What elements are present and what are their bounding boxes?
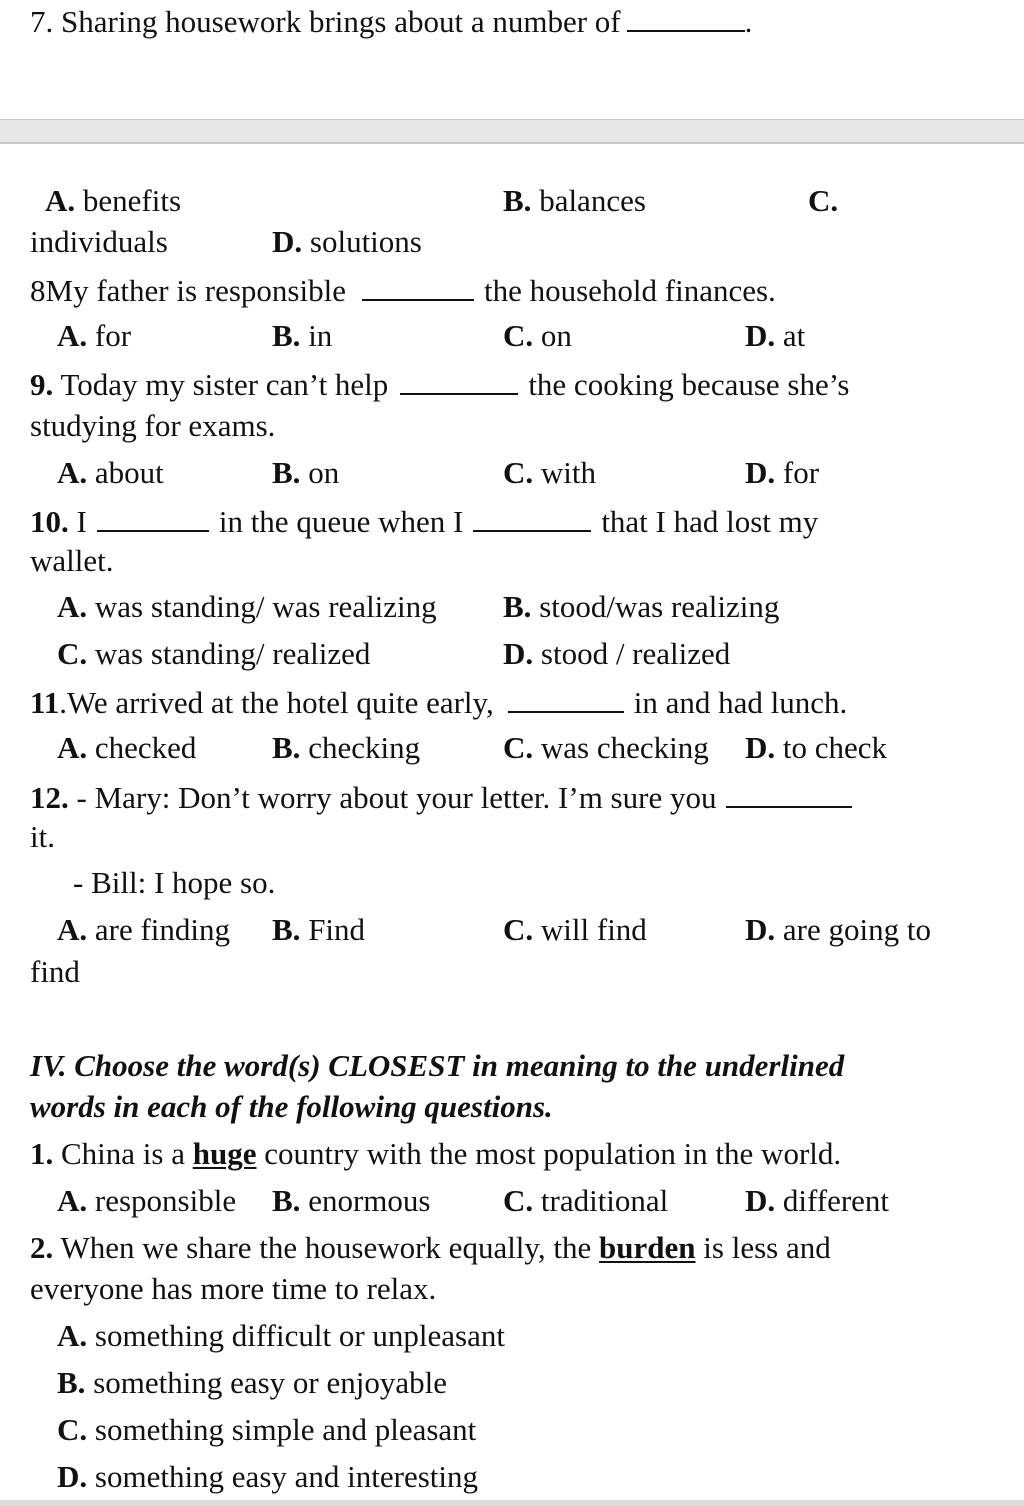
q10-option-c: C. was standing/ realized (57, 636, 371, 671)
s4-q1-option-b: B. enormous (272, 1183, 431, 1218)
bottom-separator (0, 1500, 1024, 1506)
q9-stem-line2: studying for exams. (30, 408, 276, 443)
q9-stem: 9. Today my sister can’t help the cooking because she’s (30, 367, 850, 402)
q7-option-a: A. benefits (45, 183, 182, 218)
q12-option-d: D. are going to (745, 912, 931, 947)
q10-blank-1 (97, 504, 209, 532)
q12-option-b: B. Find (272, 912, 366, 947)
q11-option-c: C. was checking (503, 730, 709, 765)
s4-q1-stem: 1. China is a huge country with the most population in the world. (30, 1136, 842, 1171)
q7-option-d: D. solutions (272, 224, 422, 259)
q8-option-c: C. on (503, 318, 572, 353)
q10-stem: 10. I in the queue when I that I had lost my (30, 504, 819, 539)
s4-q2-option-c: C. something simple and pleasant (57, 1412, 477, 1447)
q8-blank (362, 273, 474, 301)
s4-q2-option-d: D. something easy and interesting (57, 1459, 479, 1494)
section-heading-line2: words in each of the following questions. (30, 1089, 553, 1124)
q11-option-d: D. to check (745, 730, 888, 765)
q7-stem: 7. Sharing housework brings about a number of . (30, 4, 753, 39)
q10-stem-line2: wallet. (30, 543, 114, 578)
s4-q2-underlined-word: burden (599, 1230, 696, 1265)
page-separator (0, 119, 1024, 144)
q9-option-d: D. for (745, 455, 820, 490)
q11-blank (508, 685, 624, 713)
s4-q2-option-a: A. something difficult or unpleasant (57, 1318, 505, 1353)
q8-stem: 8My father is responsible the household finances. (30, 273, 776, 308)
s4-q1-underlined-word: huge (192, 1136, 257, 1171)
q9-option-c: C. with (503, 455, 597, 490)
q11-stem: 11.We arrived at the hotel quite early, in and had lunch. (30, 685, 848, 720)
q9-option-a: A. about (57, 455, 164, 490)
s4-q2-option-b: B. something easy or enjoyable (57, 1365, 448, 1400)
s4-q1-option-c: C. traditional (503, 1183, 669, 1218)
q10-option-a: A. was standing/ was realizing (57, 589, 437, 624)
q12-reply: - Bill: I hope so. (73, 865, 276, 900)
q12-option-c: C. will find (503, 912, 647, 947)
s4-q2-stem-line2: everyone has more time to relax. (30, 1271, 437, 1306)
q12-option-a: A. are finding (57, 912, 231, 947)
q7-option-c-letter: C. (808, 183, 839, 218)
q12-blank (726, 780, 852, 808)
q9-blank (400, 367, 518, 395)
q10-option-b: B. stood/was realizing (503, 589, 780, 624)
section-heading: IV. Choose the word(s) CLOSEST in meaning to the underlined (30, 1048, 845, 1083)
q11-option-a: A. checked (57, 730, 197, 765)
s4-q1-option-d: D. different (745, 1183, 890, 1218)
q9-option-b: B. on (272, 455, 340, 490)
s4-q1-option-a: A. responsible (57, 1183, 237, 1218)
q7-blank (627, 4, 745, 32)
q10-option-d: D. stood / realized (503, 636, 731, 671)
q12-stem: 12. - Mary: Don’t worry about your letter. I’m sure you (30, 780, 852, 813)
q12-option-d-cont: find (30, 954, 80, 989)
q10-blank-2 (473, 504, 591, 532)
q7-option-b: B. balances (503, 183, 646, 218)
q8-option-b: B. in (272, 318, 333, 353)
s4-q2-stem: 2. When we share the housework equally, the burden is less and (30, 1230, 831, 1265)
q8-option-a: A. for (57, 318, 132, 353)
q7-option-c-text: individuals (30, 224, 168, 259)
q8-option-d: D. at (745, 318, 806, 353)
q12-stem-line2: it. (30, 819, 55, 854)
q11-option-b: B. checking (272, 730, 421, 765)
